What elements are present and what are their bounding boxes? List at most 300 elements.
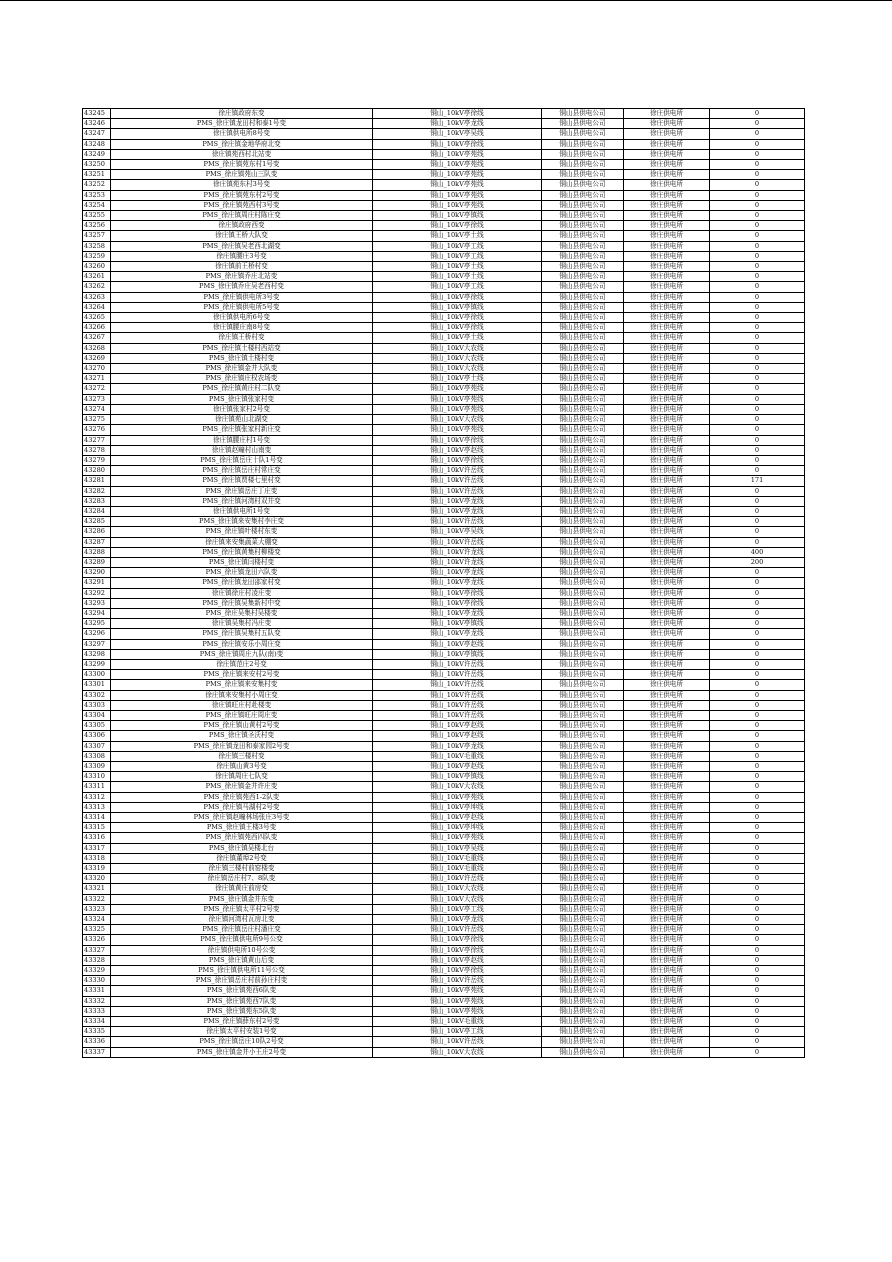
table-row xyxy=(83,129,805,139)
value-cell: 0 xyxy=(710,690,805,700)
company-cell: 铜山县供电公司 xyxy=(542,282,624,292)
table-row xyxy=(83,945,805,955)
row-id-cell: 43258 xyxy=(83,241,111,251)
value-cell: 0 xyxy=(710,731,805,741)
transformer-name-cell: PMS_徐庄镇金井大队变 xyxy=(111,364,373,374)
row-id-cell: 43269 xyxy=(83,353,111,363)
value-cell: 0 xyxy=(710,374,805,384)
transformer-name-cell: PMS_徐庄镇周庄九队(南)变 xyxy=(111,649,373,659)
company-cell: 铜山县供电公司 xyxy=(542,721,624,731)
transformer-name-cell: 徐庄镇政府西变 xyxy=(111,221,373,231)
station-cell: 徐庄供电所 xyxy=(624,731,710,741)
value-cell: 0 xyxy=(710,139,805,149)
value-cell: 0 xyxy=(710,302,805,312)
row-id-cell: 43331 xyxy=(83,986,111,996)
row-id-cell: 43253 xyxy=(83,190,111,200)
station-cell: 徐庄供电所 xyxy=(624,649,710,659)
station-cell: 徐庄供电所 xyxy=(624,792,710,802)
table-row xyxy=(83,598,805,608)
value-cell: 0 xyxy=(710,282,805,292)
feeder-line-cell: 铜山_10kV许龙线 xyxy=(373,547,542,557)
row-id-cell: 43330 xyxy=(83,976,111,986)
row-id-cell: 43263 xyxy=(83,292,111,302)
transformer-name-cell: PMS_徐庄镇旺庄周庄变 xyxy=(111,710,373,720)
table-row xyxy=(83,455,805,465)
station-cell: 徐庄供电所 xyxy=(624,262,710,272)
row-id-cell: 43300 xyxy=(83,670,111,680)
feeder-line-cell: 铜山_10kV亭龙线 xyxy=(373,608,542,618)
company-cell: 铜山县供电公司 xyxy=(542,139,624,149)
row-id-cell: 43250 xyxy=(83,160,111,170)
row-id-cell: 43277 xyxy=(83,435,111,445)
transformer-name-cell: PMS_徐庄镇岳庄村潘庄变 xyxy=(111,925,373,935)
transformer-name-cell: 徐庄镇苑东村3号变 xyxy=(111,180,373,190)
station-cell: 徐庄供电所 xyxy=(624,802,710,812)
row-id-cell: 43307 xyxy=(83,741,111,751)
row-id-cell: 43270 xyxy=(83,364,111,374)
value-cell: 0 xyxy=(710,455,805,465)
feeder-line-cell: 铜山_10kV许岳线 xyxy=(373,659,542,669)
company-cell: 铜山县供电公司 xyxy=(542,557,624,567)
row-id-cell: 43299 xyxy=(83,659,111,669)
table-row xyxy=(83,751,805,761)
table-row xyxy=(83,680,805,690)
company-cell: 铜山县供电公司 xyxy=(542,802,624,812)
company-cell: 铜山县供电公司 xyxy=(542,915,624,925)
company-cell: 铜山县供电公司 xyxy=(542,200,624,210)
company-cell: 铜山县供电公司 xyxy=(542,680,624,690)
table-row xyxy=(83,200,805,210)
feeder-line-cell: 铜山_10kV许岳线 xyxy=(373,466,542,476)
transformer-name-cell: PMS_徐庄镇岳庄村前孙庄村变 xyxy=(111,976,373,986)
station-cell: 徐庄供电所 xyxy=(624,200,710,210)
company-cell: 铜山县供电公司 xyxy=(542,966,624,976)
company-cell: 铜山县供电公司 xyxy=(542,425,624,435)
feeder-line-cell: 铜山_10kV亭苑线 xyxy=(373,180,542,190)
station-cell: 徐庄供电所 xyxy=(624,272,710,282)
transformer-name-cell: 徐庄镇山黄3号变 xyxy=(111,762,373,772)
value-cell: 0 xyxy=(710,915,805,925)
row-id-cell: 43252 xyxy=(83,180,111,190)
transformer-name-cell: PMS_徐庄镇土楼村变 xyxy=(111,353,373,363)
row-id-cell: 43295 xyxy=(83,619,111,629)
company-cell: 铜山县供电公司 xyxy=(542,292,624,302)
station-cell: 徐庄供电所 xyxy=(624,506,710,516)
station-cell: 徐庄供电所 xyxy=(624,823,710,833)
row-id-cell: 43278 xyxy=(83,445,111,455)
table-row xyxy=(83,231,805,241)
table-row xyxy=(83,1017,805,1027)
company-cell: 铜山县供电公司 xyxy=(542,180,624,190)
value-cell: 0 xyxy=(710,700,805,710)
transformer-name-cell: PMS_徐庄镇苑西6队变 xyxy=(111,986,373,996)
table-row xyxy=(83,517,805,527)
value-cell: 0 xyxy=(710,149,805,159)
table-row xyxy=(83,343,805,353)
feeder-line-cell: 铜山_10kV许岳线 xyxy=(373,690,542,700)
table-row xyxy=(83,721,805,731)
row-id-cell: 43322 xyxy=(83,894,111,904)
company-cell: 铜山县供电公司 xyxy=(542,149,624,159)
row-id-cell: 43255 xyxy=(83,211,111,221)
company-cell: 铜山县供电公司 xyxy=(542,506,624,516)
feeder-line-cell: 铜山_10kV亭徐线 xyxy=(373,313,542,323)
value-cell: 0 xyxy=(710,680,805,690)
transformer-name-cell: PMS_徐庄镇太平村2号变 xyxy=(111,904,373,914)
station-cell: 徐庄供电所 xyxy=(624,1017,710,1027)
feeder-line-cell: 铜山_10kV亭苑线 xyxy=(373,404,542,414)
company-cell: 铜山县供电公司 xyxy=(542,792,624,802)
feeder-line-cell: 铜山_10kV亭赵线 xyxy=(373,813,542,823)
station-cell: 徐庄供电所 xyxy=(624,721,710,731)
feeder-line-cell: 铜山_10kV亭吴线 xyxy=(373,843,542,853)
row-id-cell: 43281 xyxy=(83,476,111,486)
station-cell: 徐庄供电所 xyxy=(624,211,710,221)
row-id-cell: 43328 xyxy=(83,955,111,965)
row-id-cell: 43254 xyxy=(83,200,111,210)
company-cell: 铜山县供电公司 xyxy=(542,109,624,119)
station-cell: 徐庄供电所 xyxy=(624,894,710,904)
company-cell: 铜山县供电公司 xyxy=(542,415,624,425)
feeder-line-cell: 铜山_10kV亭徐线 xyxy=(373,139,542,149)
company-cell: 铜山县供电公司 xyxy=(542,945,624,955)
transformer-name-cell: 徐庄镇太平村安装1号变 xyxy=(111,1027,373,1037)
row-id-cell: 43257 xyxy=(83,231,111,241)
feeder-line-cell: 铜山_10kV亭坤线 xyxy=(373,823,542,833)
feeder-line-cell: 铜山_10kV亭龙线 xyxy=(373,496,542,506)
table-row xyxy=(83,282,805,292)
station-cell: 徐庄供电所 xyxy=(624,710,710,720)
value-cell: 0 xyxy=(710,1047,805,1057)
transformer-name-cell: PMS_徐庄镇苑西四队变 xyxy=(111,833,373,843)
row-id-cell: 43301 xyxy=(83,680,111,690)
feeder-line-cell: 铜山_10kV亭苑线 xyxy=(373,384,542,394)
feeder-line-cell: 铜山_10kV亭镇线 xyxy=(373,619,542,629)
transformer-name-cell: PMS_徐庄镇张家村新庄变 xyxy=(111,425,373,435)
row-id-cell: 43316 xyxy=(83,833,111,843)
transformer-name-cell: PMS_徐庄镇庄权农场变 xyxy=(111,374,373,384)
row-id-cell: 43262 xyxy=(83,282,111,292)
feeder-line-cell: 铜山_10kV亭苑线 xyxy=(373,792,542,802)
transformer-name-cell: 徐庄镇河湾村瓦房北变 xyxy=(111,915,373,925)
feeder-line-cell: 铜山_10kV亭徐线 xyxy=(373,945,542,955)
company-cell: 铜山县供电公司 xyxy=(542,578,624,588)
table-row xyxy=(83,384,805,394)
feeder-line-cell: 铜山_10kV许龙线 xyxy=(373,557,542,567)
transformer-name-cell: PMS_徐庄镇安乐小周庄变 xyxy=(111,639,373,649)
feeder-line-cell: 铜山_10kV许岳线 xyxy=(373,976,542,986)
row-id-cell: 43259 xyxy=(83,251,111,261)
table-row xyxy=(83,762,805,772)
value-cell: 0 xyxy=(710,313,805,323)
table-row xyxy=(83,955,805,965)
transformer-name-cell: PMS_徐庄镇叶楼村东变 xyxy=(111,527,373,537)
company-cell: 铜山县供电公司 xyxy=(542,476,624,486)
row-id-cell: 43287 xyxy=(83,537,111,547)
station-cell: 徐庄供电所 xyxy=(624,323,710,333)
table-row xyxy=(83,731,805,741)
station-cell: 徐庄供电所 xyxy=(624,976,710,986)
feeder-line-cell: 铜山_10kV亭工线 xyxy=(373,904,542,914)
row-id-cell: 43336 xyxy=(83,1037,111,1047)
table-row xyxy=(83,823,805,833)
transformer-name-cell: PMS_徐庄镇供电所9号公变 xyxy=(111,935,373,945)
table-row xyxy=(83,466,805,476)
station-cell: 徐庄供电所 xyxy=(624,639,710,649)
feeder-line-cell: 铜山_10kV亭苑线 xyxy=(373,986,542,996)
table-row xyxy=(83,313,805,323)
station-cell: 徐庄供电所 xyxy=(624,568,710,578)
company-cell: 铜山县供电公司 xyxy=(542,639,624,649)
company-cell: 铜山县供电公司 xyxy=(542,374,624,384)
station-cell: 徐庄供电所 xyxy=(624,588,710,598)
feeder-line-cell: 铜山_10kV亭赵线 xyxy=(373,721,542,731)
transformer-name-cell: 徐庄镇黄庄前房变 xyxy=(111,884,373,894)
station-cell: 徐庄供电所 xyxy=(624,282,710,292)
value-cell: 0 xyxy=(710,853,805,863)
value-cell: 0 xyxy=(710,384,805,394)
transformer-name-cell: PMS_徐庄镇供电所5号变 xyxy=(111,302,373,312)
feeder-line-cell: 铜山_10kV亭镇线 xyxy=(373,211,542,221)
table-row xyxy=(83,374,805,384)
row-id-cell: 43325 xyxy=(83,925,111,935)
table-row xyxy=(83,629,805,639)
company-cell: 铜山县供电公司 xyxy=(542,884,624,894)
company-cell: 铜山县供电公司 xyxy=(542,251,624,261)
value-cell: 0 xyxy=(710,486,805,496)
company-cell: 铜山县供电公司 xyxy=(542,221,624,231)
row-id-cell: 43245 xyxy=(83,109,111,119)
company-cell: 铜山县供电公司 xyxy=(542,731,624,741)
table-row xyxy=(83,527,805,537)
value-cell: 0 xyxy=(710,160,805,170)
table-row xyxy=(83,149,805,159)
feeder-line-cell: 铜山_10kV亭吴线 xyxy=(373,129,542,139)
transformer-name-cell: PMS_徐庄镇苑东村1号变 xyxy=(111,160,373,170)
company-cell: 铜山县供电公司 xyxy=(542,119,624,129)
transformer-name-cell: PMS_徐庄镇来安村2号变 xyxy=(111,670,373,680)
station-cell: 徐庄供电所 xyxy=(624,149,710,159)
feeder-line-cell: 铜山_10kV许岳线 xyxy=(373,486,542,496)
table-row xyxy=(83,170,805,180)
feeder-line-cell: 铜山_10kV许岳线 xyxy=(373,670,542,680)
company-cell: 铜山县供电公司 xyxy=(542,568,624,578)
station-cell: 徐庄供电所 xyxy=(624,659,710,669)
company-cell: 铜山县供电公司 xyxy=(542,547,624,557)
feeder-line-cell: 铜山_10kV许岳线 xyxy=(373,925,542,935)
row-id-cell: 43311 xyxy=(83,782,111,792)
station-cell: 徐庄供电所 xyxy=(624,292,710,302)
feeder-line-cell: 铜山_10kV许岳线 xyxy=(373,680,542,690)
feeder-line-cell: 铜山_10kV亭镇线 xyxy=(373,772,542,782)
station-cell: 徐庄供电所 xyxy=(624,119,710,129)
value-cell: 0 xyxy=(710,394,805,404)
station-cell: 徐庄供电所 xyxy=(624,864,710,874)
feeder-line-cell: 铜山_10kV亭苑线 xyxy=(373,996,542,1006)
company-cell: 铜山县供电公司 xyxy=(542,782,624,792)
row-id-cell: 43335 xyxy=(83,1027,111,1037)
feeder-line-cell: 铜山_10kV亭徐线 xyxy=(373,598,542,608)
feeder-line-cell: 铜山_10kV亭苑线 xyxy=(373,149,542,159)
value-cell: 0 xyxy=(710,221,805,231)
station-cell: 徐庄供电所 xyxy=(624,935,710,945)
row-id-cell: 43266 xyxy=(83,323,111,333)
feeder-line-cell: 铜山_10kV亭徐线 xyxy=(373,109,542,119)
table-row xyxy=(83,884,805,894)
row-id-cell: 43284 xyxy=(83,506,111,516)
feeder-line-cell: 铜山_10kV亭土线 xyxy=(373,333,542,343)
transformer-name-cell: PMS_徐庄吴集村吴楼变 xyxy=(111,608,373,618)
value-cell: 171 xyxy=(710,476,805,486)
row-id-cell: 43298 xyxy=(83,649,111,659)
row-id-cell: 43333 xyxy=(83,1006,111,1016)
transformer-name-cell: PMS_徐庄镇金井小王庄2号变 xyxy=(111,1047,373,1057)
row-id-cell: 43309 xyxy=(83,762,111,772)
table-body xyxy=(83,109,805,1058)
table-row xyxy=(83,670,805,680)
feeder-line-cell: 铜山_10kV亭苑线 xyxy=(373,200,542,210)
station-cell: 徐庄供电所 xyxy=(624,619,710,629)
row-id-cell: 43305 xyxy=(83,721,111,731)
transformer-name-cell: PMS_徐庄镇周庄村陈庄变 xyxy=(111,211,373,221)
row-id-cell: 43306 xyxy=(83,731,111,741)
feeder-line-cell: 铜山_10kV亭苑线 xyxy=(373,833,542,843)
company-cell: 铜山县供电公司 xyxy=(542,894,624,904)
value-cell: 0 xyxy=(710,343,805,353)
table-row xyxy=(83,915,805,925)
transformer-name-cell: PMS_徐庄镇圣沃村变 xyxy=(111,731,373,741)
row-id-cell: 43292 xyxy=(83,588,111,598)
company-cell: 铜山县供电公司 xyxy=(542,537,624,547)
table-row xyxy=(83,445,805,455)
table-row xyxy=(83,802,805,812)
table-row xyxy=(83,537,805,547)
row-id-cell: 43303 xyxy=(83,700,111,710)
row-id-cell: 43272 xyxy=(83,384,111,394)
row-id-cell: 43294 xyxy=(83,608,111,618)
company-cell: 铜山县供电公司 xyxy=(542,986,624,996)
company-cell: 铜山县供电公司 xyxy=(542,996,624,1006)
value-cell: 0 xyxy=(710,129,805,139)
transformer-name-cell: PMS_徐庄镇供电所3号变 xyxy=(111,292,373,302)
row-id-cell: 43308 xyxy=(83,751,111,761)
row-id-cell: 43280 xyxy=(83,466,111,476)
feeder-line-cell: 铜山_10kV亭苑线 xyxy=(373,190,542,200)
table-row xyxy=(83,710,805,720)
transformer-name-cell: PMS_徐庄镇岳庄10队2号变 xyxy=(111,1037,373,1047)
table-row xyxy=(83,578,805,588)
row-id-cell: 43327 xyxy=(83,945,111,955)
table-row xyxy=(83,415,805,425)
table-row xyxy=(83,690,805,700)
feeder-line-cell: 铜山_10kV亭龙线 xyxy=(373,578,542,588)
table-row xyxy=(83,700,805,710)
station-cell: 徐庄供电所 xyxy=(624,955,710,965)
transformer-name-cell: 徐庄镇王桥大队变 xyxy=(111,231,373,241)
value-cell: 0 xyxy=(710,364,805,374)
value-cell: 0 xyxy=(710,578,805,588)
table-row xyxy=(83,904,805,914)
row-id-cell: 43249 xyxy=(83,149,111,159)
transformer-name-cell: 徐庄镇腰庄南8号变 xyxy=(111,323,373,333)
company-cell: 铜山县供电公司 xyxy=(542,129,624,139)
feeder-line-cell: 铜山_10kV亭徐线 xyxy=(373,935,542,945)
feeder-line-cell: 铜山_10kV亭吴线 xyxy=(373,527,542,537)
row-id-cell: 43291 xyxy=(83,578,111,588)
station-cell: 徐庄供电所 xyxy=(624,251,710,261)
transformer-name-cell: 徐庄镇周庄七队变 xyxy=(111,772,373,782)
value-cell: 0 xyxy=(710,986,805,996)
transformer-name-cell: PMS_徐庄镇土楼村西站变 xyxy=(111,343,373,353)
table-row xyxy=(83,547,805,557)
row-id-cell: 43323 xyxy=(83,904,111,914)
station-cell: 徐庄供电所 xyxy=(624,1006,710,1016)
transformer-name-cell: 徐庄镇董埠2号变 xyxy=(111,853,373,863)
value-cell: 0 xyxy=(710,333,805,343)
table-row xyxy=(83,1047,805,1057)
table-row xyxy=(83,782,805,792)
transformer-name-cell: 徐庄镇张家村2号变 xyxy=(111,404,373,414)
table-row xyxy=(83,986,805,996)
station-cell: 徐庄供电所 xyxy=(624,608,710,618)
transformer-name-cell: PMS_徐庄镇苑山三队变 xyxy=(111,170,373,180)
company-cell: 铜山县供电公司 xyxy=(542,323,624,333)
value-cell: 0 xyxy=(710,823,805,833)
transformer-name-cell: 徐庄镇徐庄村凌庄变 xyxy=(111,588,373,598)
value-cell: 0 xyxy=(710,670,805,680)
table-row xyxy=(83,496,805,506)
feeder-line-cell: 铜山_10kV亭龙线 xyxy=(373,915,542,925)
company-cell: 铜山县供电公司 xyxy=(542,955,624,965)
feeder-line-cell: 铜山_10kV亭龙线 xyxy=(373,629,542,639)
station-cell: 徐庄供电所 xyxy=(624,547,710,557)
value-cell: 0 xyxy=(710,782,805,792)
transformer-name-cell: 徐庄镇苑西村北站变 xyxy=(111,149,373,159)
transformer-name-cell: PMS_徐庄镇金井东变 xyxy=(111,894,373,904)
value-cell: 0 xyxy=(710,884,805,894)
company-cell: 铜山县供电公司 xyxy=(542,262,624,272)
feeder-line-cell: 铜山_10kV毛重线 xyxy=(373,1017,542,1027)
feeder-line-cell: 铜山_10kV大农线 xyxy=(373,353,542,363)
company-cell: 铜山县供电公司 xyxy=(542,772,624,782)
transformer-name-cell: 徐庄镇来安集蔬菜大棚变 xyxy=(111,537,373,547)
value-cell: 0 xyxy=(710,425,805,435)
table-row xyxy=(83,180,805,190)
table-row xyxy=(83,241,805,251)
feeder-line-cell: 铜山_10kV亭徐线 xyxy=(373,435,542,445)
company-cell: 铜山县供电公司 xyxy=(542,496,624,506)
value-cell: 0 xyxy=(710,1027,805,1037)
company-cell: 铜山县供电公司 xyxy=(542,302,624,312)
row-id-cell: 43319 xyxy=(83,864,111,874)
value-cell: 400 xyxy=(710,547,805,557)
station-cell: 徐庄供电所 xyxy=(624,333,710,343)
feeder-line-cell: 铜山_10kV亭镇线 xyxy=(373,302,542,312)
table-row xyxy=(83,864,805,874)
feeder-line-cell: 铜山_10kV亭徐线 xyxy=(373,292,542,302)
value-cell: 0 xyxy=(710,843,805,853)
transformer-name-cell: 徐庄镇王桥村变 xyxy=(111,333,373,343)
station-cell: 徐庄供电所 xyxy=(624,853,710,863)
table-row xyxy=(83,139,805,149)
transformer-name-cell: PMS_徐庄镇苑西1-2队变 xyxy=(111,792,373,802)
station-cell: 徐庄供电所 xyxy=(624,996,710,1006)
station-cell: 徐庄供电所 xyxy=(624,435,710,445)
value-cell: 0 xyxy=(710,211,805,221)
station-cell: 徐庄供电所 xyxy=(624,445,710,455)
transformer-name-cell: PMS_徐庄镇岳庄丁庄变 xyxy=(111,486,373,496)
feeder-line-cell: 铜山_10kV亭工线 xyxy=(373,1027,542,1037)
